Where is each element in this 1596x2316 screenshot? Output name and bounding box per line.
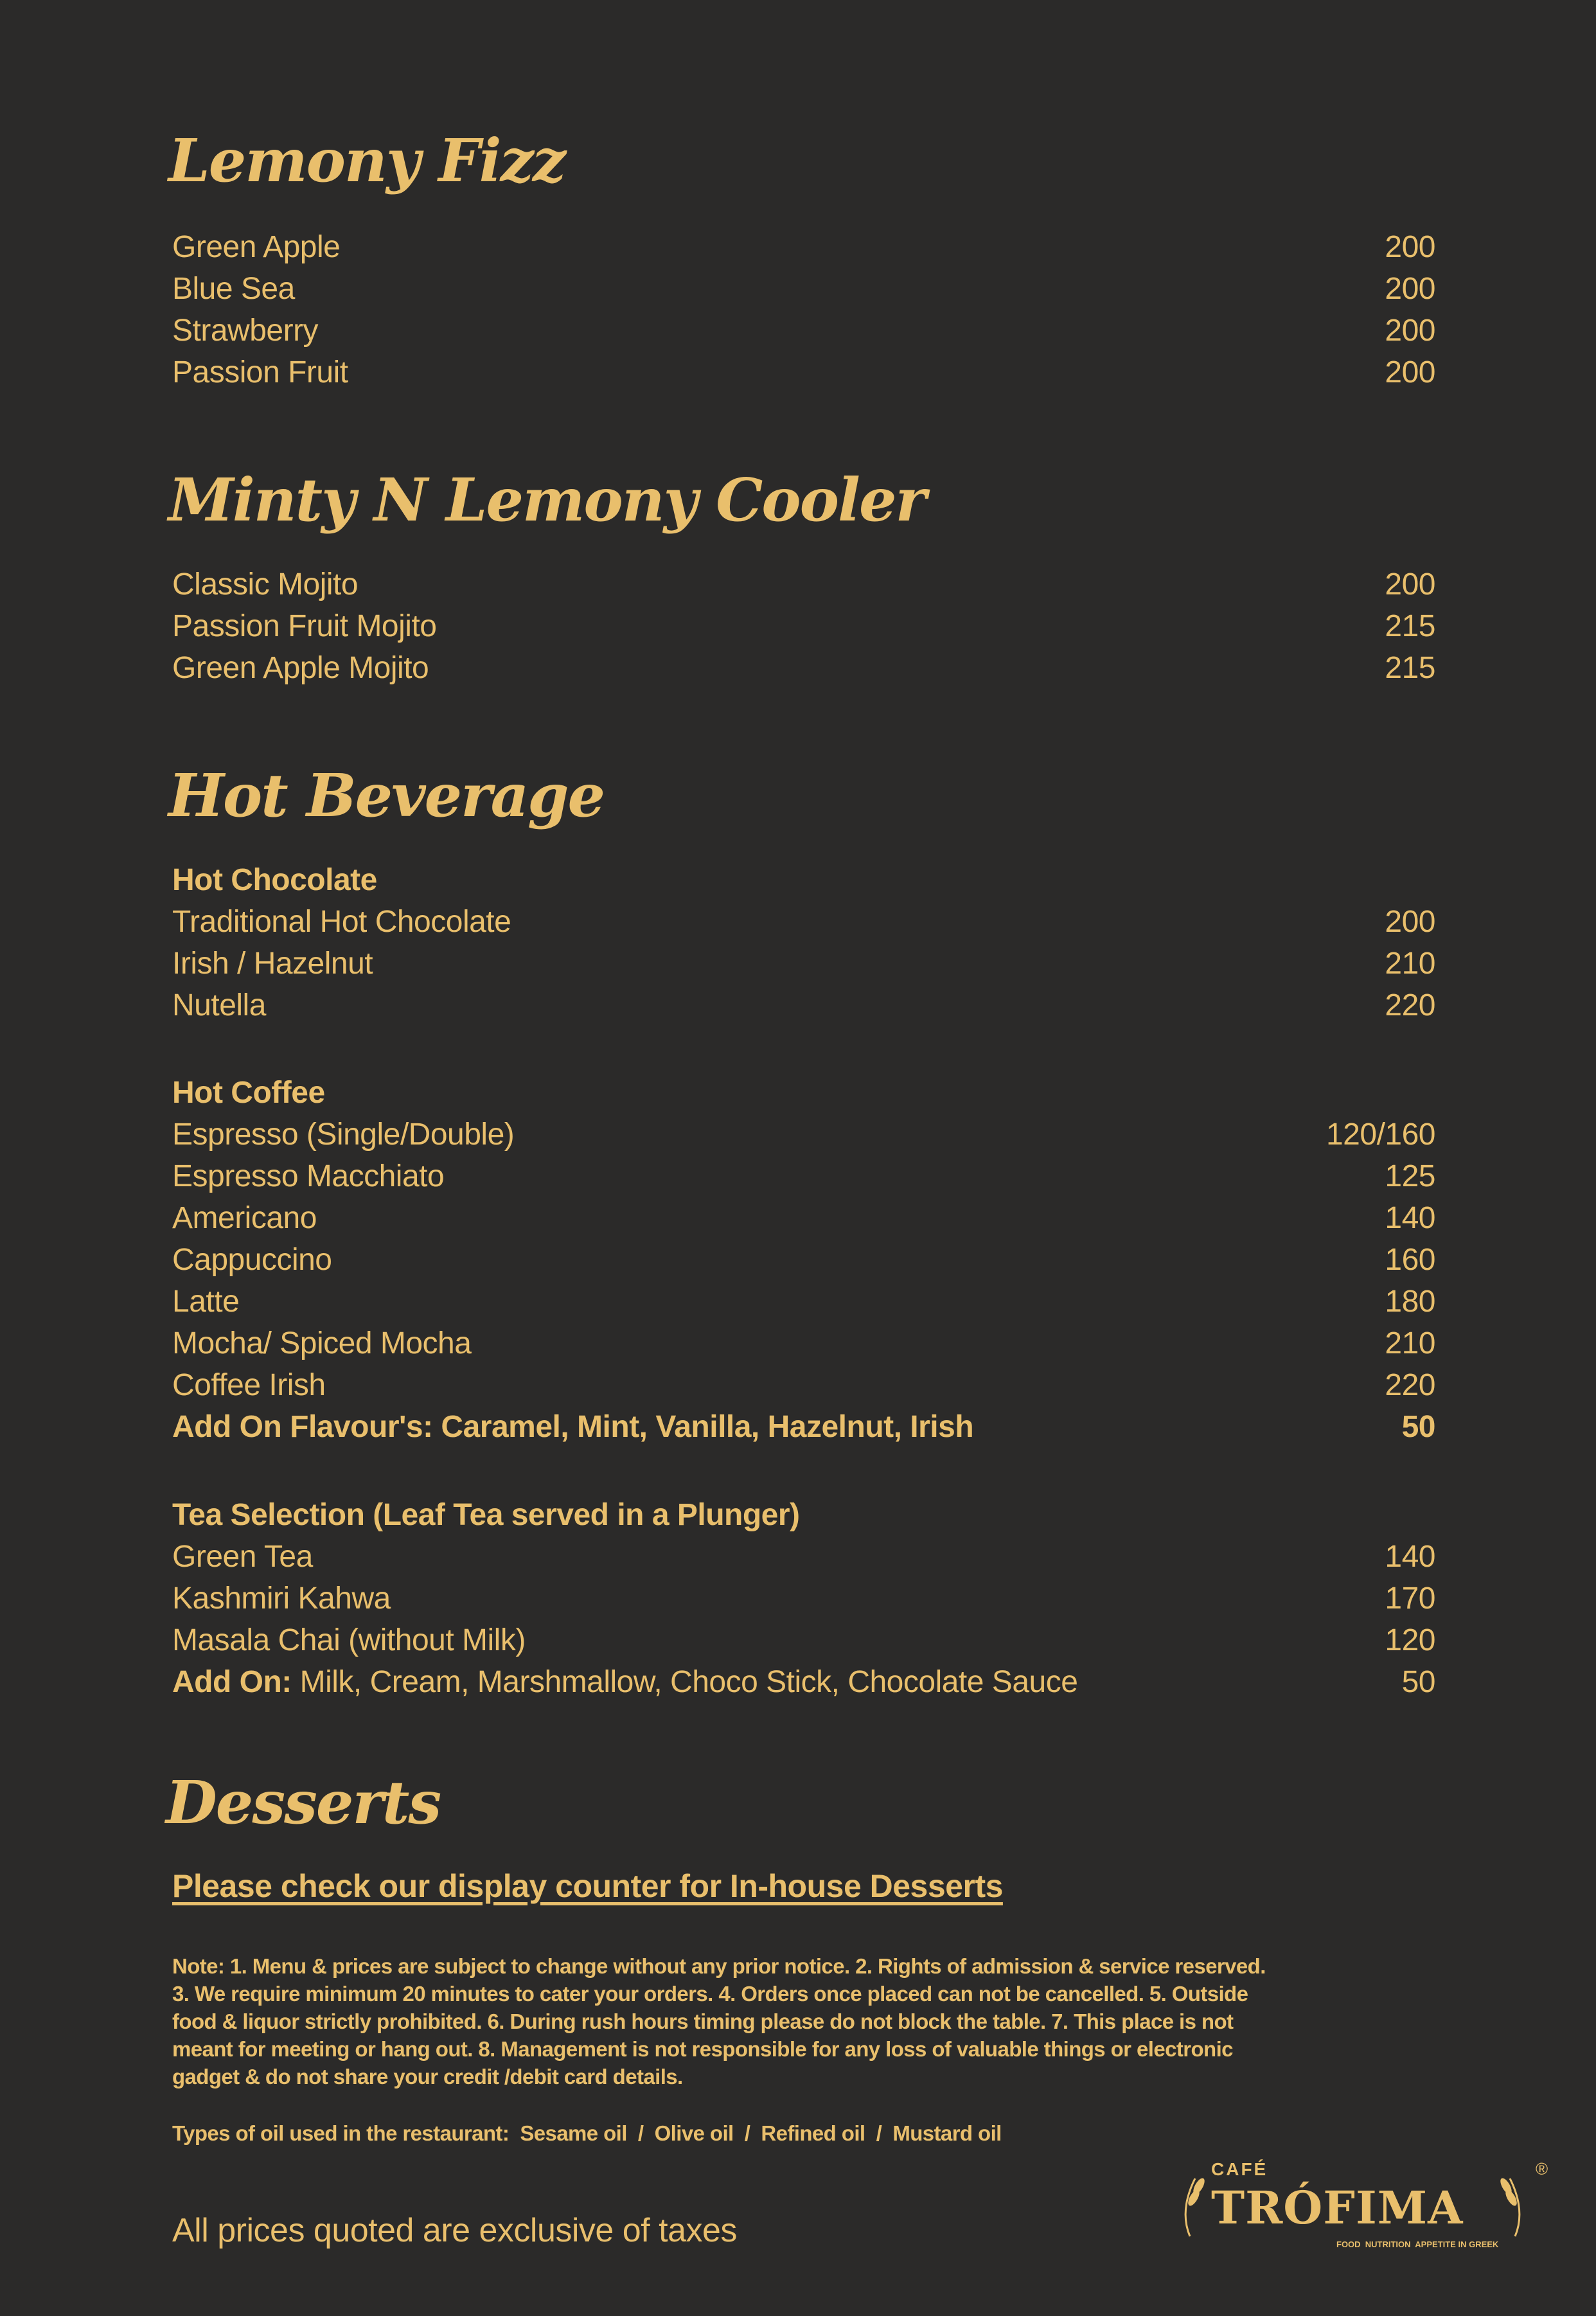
cafe-trofima-logo [1176,2159,1561,2256]
menu-item [172,310,1435,352]
menu-item [172,1536,1435,1578]
addon-label: Add On: [172,1665,292,1699]
menu-item [172,901,1435,943]
item-name: Coffee Irish [172,1368,326,1402]
note-line: 3. We require minimum 20 minutes to cater your orders. 4. Orders once placed can not be cancelled. 5. Outside [172,1982,1248,2006]
item-name: Espresso Macchiato [172,1159,445,1193]
tax-note: All prices quoted are exclusive of taxes [172,2212,737,2249]
menu-item [172,647,1435,689]
section-title-minty: Minty N Lemony Cooler [168,465,925,535]
item-price: 200 [1385,230,1435,264]
item-name: Passion Fruit [172,355,348,389]
item-name: Strawberry [172,314,319,348]
item-price: 120/160 [1326,1118,1435,1152]
addon-flavours [172,1406,1435,1448]
menu-item [172,226,1435,268]
menu-item [172,605,1435,647]
item-name: Kashmiri Kahwa [172,1581,391,1616]
item-price: 200 [1385,905,1435,939]
item-name: Espresso (Single/Double) [172,1118,515,1152]
menu-item [172,1323,1435,1364]
menu-item [172,1619,1435,1661]
menu-item [172,1114,1435,1155]
addon-price: 50 [1401,1410,1435,1444]
logo-name: TRÓFIMA [1211,2181,1464,2234]
addon-price: 50 [1401,1665,1435,1699]
item-price: 120 [1385,1623,1435,1657]
menu-item [172,1155,1435,1197]
subsection-hot-coffee: Hot Coffee [172,1076,325,1110]
item-name: Green Apple Mojito [172,651,429,685]
item-price: 215 [1385,651,1435,685]
addon-tea [172,1661,1435,1703]
addon-name: Milk, Cream, Marshmallow, Choco Stick, Chocolate Sauce [291,1665,1078,1699]
subsection-hot-chocolate: Hot Chocolate [172,863,377,897]
item-price: 160 [1385,1243,1435,1277]
item-price: 210 [1385,1326,1435,1360]
note-line: meant for meeting or hang out. 8. Management is not responsible for any loss of valuable things or electronic [172,2037,1233,2061]
item-name: Americano [172,1201,317,1235]
item-name: Latte [172,1285,240,1319]
item-price: 180 [1385,1285,1435,1319]
item-price: 140 [1385,1540,1435,1574]
oil-types: Types of oil used in the restaurant: Sesame oil / Olive oil / Refined oil / Mustard oil [172,2121,1002,2145]
logo-cafe: CAFÉ [1211,2159,1268,2179]
section-title-lemony-fizz: Lemony Fizz [168,126,565,195]
menu-item [172,943,1435,984]
menu-item [172,564,1435,605]
menu-item [172,1239,1435,1281]
item-price: 215 [1385,609,1435,643]
menu-item [172,1197,1435,1239]
menu-item [172,1578,1435,1619]
section-title-desserts: Desserts [166,1768,441,1837]
item-price: 170 [1385,1581,1435,1616]
addon-name: Add On Flavour's: Caramel, Mint, Vanilla, Hazelnut, Irish [172,1410,974,1444]
menu-item [172,1281,1435,1323]
subsection-tea: Tea Selection (Leaf Tea served in a Plunger) [172,1498,800,1532]
item-name: Cappuccino [172,1243,332,1277]
registered-mark: ® [1536,2159,1548,2178]
menu-item [172,1364,1435,1406]
item-name: Passion Fruit Mojito [172,609,437,643]
item-name: Blue Sea [172,272,295,306]
item-price: 210 [1385,947,1435,981]
note-line: gadget & do not share your credit /debit card details. [172,2065,683,2089]
note-line: Note: 1. Menu & prices are subject to change without any prior notice. 2. Rights of admission & service reserved. [172,1954,1266,1978]
item-price: 220 [1385,1368,1435,1402]
item-price: 200 [1385,314,1435,348]
desserts-note: Please check our display counter for In-house Desserts [172,1868,1003,1904]
item-name: Nutella [172,988,266,1022]
item-price: 200 [1385,567,1435,601]
item-name: Classic Mojito [172,567,359,601]
section-title-hot-beverage: Hot Beverage [168,761,605,830]
addon-text [172,1661,1077,1703]
item-name: Green Tea [172,1540,313,1574]
item-price: 125 [1385,1159,1435,1193]
menu-item [172,984,1435,1026]
item-price: 200 [1385,272,1435,306]
item-name: Traditional Hot Chocolate [172,905,511,939]
item-price: 220 [1385,988,1435,1022]
item-price: 140 [1385,1201,1435,1235]
item-name: Mocha/ Spiced Mocha [172,1326,472,1360]
item-price: 200 [1385,355,1435,389]
item-name: Masala Chai (without Milk) [172,1623,526,1657]
menu-item [172,352,1435,393]
note-line: food & liquor strictly prohibited. 6. During rush hours timing please do not block the table. 7. This place is not [172,2009,1234,2033]
logo-tagline: FOOD NUTRITION APPETITE IN GREEK [1336,2240,1499,2249]
menu-item [172,268,1435,310]
item-name: Green Apple [172,230,341,264]
item-name: Irish / Hazelnut [172,947,373,981]
